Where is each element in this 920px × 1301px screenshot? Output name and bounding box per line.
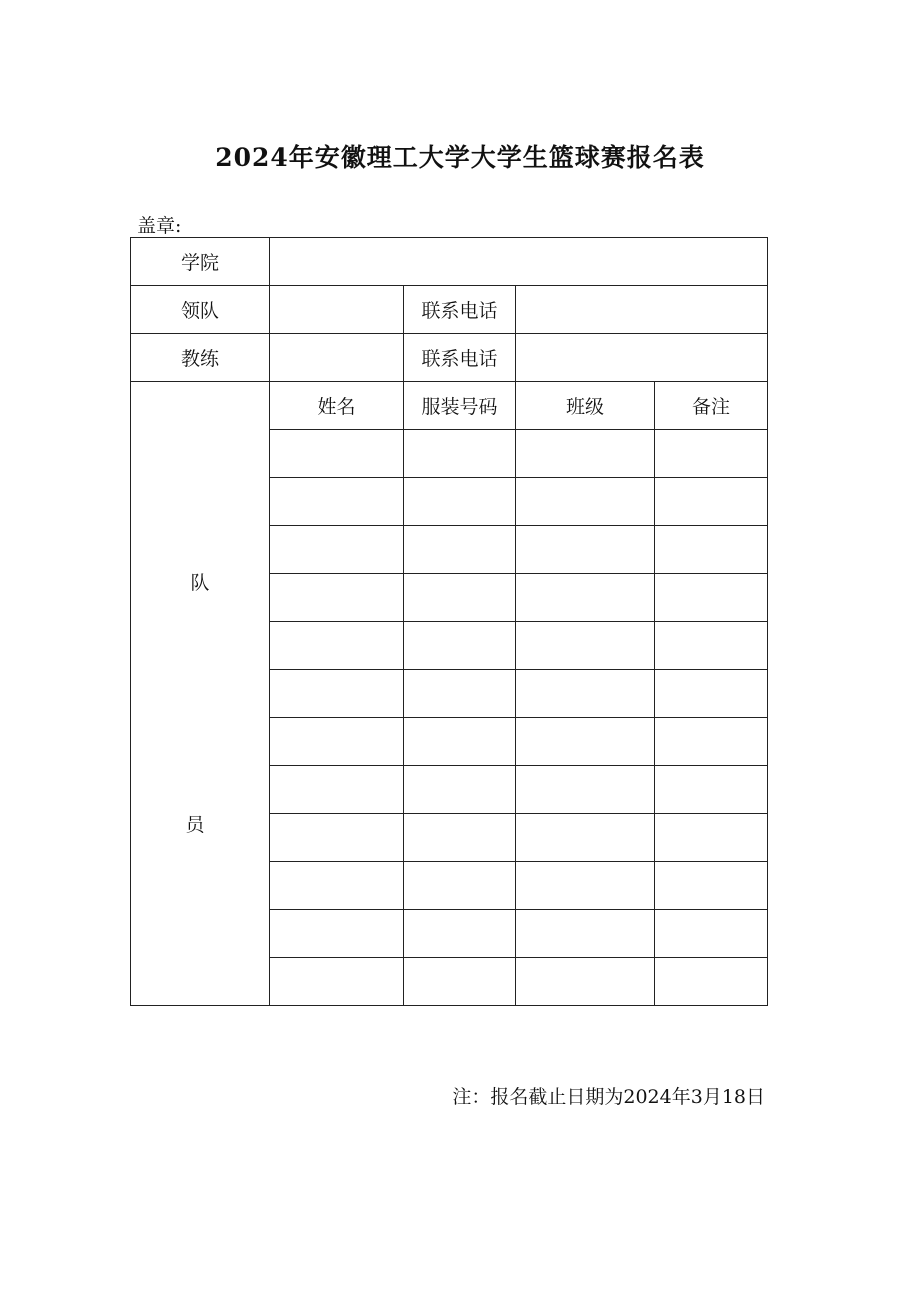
member-jersey-cell[interactable] [404,766,516,814]
member-remarks-cell[interactable] [655,862,768,910]
member-name-cell[interactable] [270,910,404,958]
form-title: 2024年安徽理工大学大学生篮球赛报名表 [215,143,705,172]
member-name-cell[interactable] [270,622,404,670]
member-remarks-cell[interactable] [655,526,768,574]
member-class-cell[interactable] [516,526,655,574]
member-jersey-cell[interactable] [404,958,516,1006]
coach-phone-field[interactable] [516,334,768,382]
member-class-cell[interactable] [516,766,655,814]
member-name-cell[interactable] [270,862,404,910]
member-jersey-cell[interactable] [404,862,516,910]
member-remarks-cell[interactable] [655,574,768,622]
member-name-cell[interactable] [270,814,404,862]
college-row [131,238,768,286]
member-name-cell[interactable] [270,430,404,478]
member-class-cell[interactable] [516,862,655,910]
header-class: 班级 [516,382,655,430]
member-class-cell[interactable] [516,958,655,1006]
member-jersey-cell[interactable] [404,526,516,574]
member-name-cell[interactable] [270,478,404,526]
member-class-cell[interactable] [516,622,655,670]
member-class-cell[interactable] [516,574,655,622]
member-jersey-cell[interactable] [404,574,516,622]
member-remarks-cell[interactable] [655,766,768,814]
member-name-cell[interactable] [270,670,404,718]
college-field[interactable] [270,238,768,286]
member-class-cell[interactable] [516,670,655,718]
member-remarks-cell[interactable] [655,910,768,958]
member-jersey-cell[interactable] [404,430,516,478]
header-jersey-number: 服装号码 [404,382,516,430]
leader-phone-label: 联系电话 [404,286,516,334]
member-class-cell[interactable] [516,478,655,526]
college-label: 学院 [131,238,270,286]
member-jersey-cell[interactable] [404,910,516,958]
member-jersey-cell[interactable] [404,478,516,526]
member-name-cell[interactable] [270,766,404,814]
member-name-cell[interactable] [270,574,404,622]
team-members-label-char-1: 队 [190,572,210,594]
deadline-note: 注：报名截止日期为2024年3月18日 [452,1086,765,1108]
member-remarks-cell[interactable] [655,958,768,1006]
member-remarks-cell[interactable] [655,718,768,766]
coach-field[interactable] [270,334,404,382]
leader-row [131,286,768,334]
coach-row [131,334,768,382]
member-remarks-cell[interactable] [655,670,768,718]
member-remarks-cell[interactable] [655,478,768,526]
leader-label: 领队 [131,286,270,334]
member-class-cell[interactable] [516,814,655,862]
member-name-cell[interactable] [270,526,404,574]
member-remarks-cell[interactable] [655,814,768,862]
member-name-cell[interactable] [270,718,404,766]
coach-phone-label: 联系电话 [404,334,516,382]
leader-field[interactable] [270,286,404,334]
header-name: 姓名 [270,382,404,430]
leader-phone-field[interactable] [516,286,768,334]
member-class-cell[interactable] [516,430,655,478]
stamp-label: 盖章: [137,215,182,237]
registration-table [130,237,768,1006]
member-jersey-cell[interactable] [404,814,516,862]
team-members-label-char-2: 员 [185,814,205,836]
member-remarks-cell[interactable] [655,430,768,478]
header-remarks: 备注 [655,382,768,430]
member-class-cell[interactable] [516,718,655,766]
member-jersey-cell[interactable] [404,718,516,766]
member-jersey-cell[interactable] [404,670,516,718]
coach-label: 教练 [131,334,270,382]
member-jersey-cell[interactable] [404,622,516,670]
member-name-cell[interactable] [270,958,404,1006]
member-remarks-cell[interactable] [655,622,768,670]
members-header-row [131,382,768,430]
team-members-label [131,382,270,1006]
member-class-cell[interactable] [516,910,655,958]
